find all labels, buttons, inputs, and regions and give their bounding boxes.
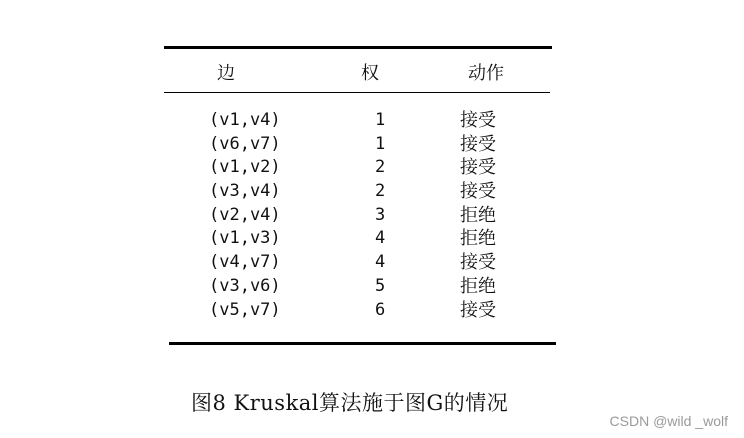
edge-cell: (v1,v4)	[209, 110, 281, 130]
weight-cell: 1	[375, 110, 386, 130]
header-weight: 权	[361, 63, 379, 84]
action-cell: 接受	[460, 133, 496, 155]
edge-cell: (v5,v7)	[209, 299, 281, 320]
action-cell: 接受	[460, 110, 496, 131]
weight-cell: 1	[375, 133, 386, 154]
edge-cell: (v3,v6)	[209, 275, 281, 296]
action-cell: 接受	[460, 157, 496, 179]
weight-cell: 3	[375, 204, 386, 225]
header-action: 动作	[468, 63, 504, 84]
action-cell: 拒绝	[460, 275, 496, 297]
weight-cell: 5	[375, 275, 386, 296]
table-row	[0, 133, 744, 157]
table-row	[0, 204, 744, 228]
edge-cell: (v2,v4)	[209, 204, 281, 225]
edge-cell: (v4,v7)	[209, 252, 281, 273]
weight-cell: 2	[375, 157, 386, 178]
figure-caption: 图8 Kruskal算法施于图G的情况	[191, 391, 509, 415]
weight-cell: 4	[375, 252, 386, 273]
table-row	[0, 227, 744, 251]
edge-cell: (v3,v4)	[209, 181, 281, 202]
action-cell: 接受	[460, 181, 496, 203]
table-top-rule	[164, 46, 552, 49]
action-cell: 接受	[460, 252, 496, 274]
edge-cell: (v1,v2)	[209, 157, 281, 178]
action-cell: 拒绝	[460, 204, 496, 226]
table-header-rule	[164, 92, 550, 93]
weight-cell: 4	[375, 228, 386, 249]
table-row	[0, 156, 744, 180]
table-bottom-rule	[169, 342, 556, 345]
edge-cell: (v1,v3)	[209, 228, 281, 249]
watermark: CSDN @wild _wolf	[609, 413, 728, 429]
table-row	[0, 109, 744, 133]
table-row	[0, 275, 744, 299]
action-cell: 接受	[460, 299, 496, 321]
table-row	[0, 299, 744, 323]
weight-cell: 6	[375, 299, 386, 320]
edge-cell: (v6,v7)	[209, 133, 281, 154]
table-row	[0, 180, 744, 204]
action-cell: 拒绝	[460, 228, 496, 250]
table-body	[0, 109, 744, 322]
table-row	[0, 251, 744, 275]
weight-cell: 2	[375, 181, 386, 202]
header-edge: 边	[217, 63, 235, 84]
